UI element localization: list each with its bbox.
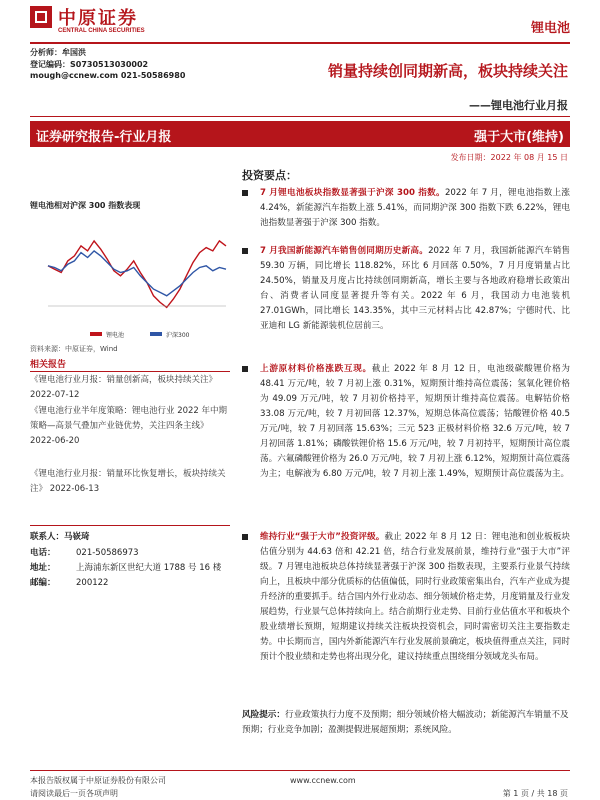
- logo-icon: [30, 6, 52, 28]
- logo-subtext: CENTRAL CHINA SECURITIES: [58, 28, 145, 34]
- key-point-text: 截止 2022 年 8 月 12 日：锂电池和创业板板块估值分别为 44.63 倍和 42.21 倍，结合行业发展前景，维持行业“强于大市”评级。7 月锂电池板块总体持续显著强于沪深 300 指数表现，主要系行业景气持续向上，且板块中部分优质标的估值偏低，同时行业政策密集出台，汽车产业成为提升经济的重要抓手。结合国内外行业动态、细分领域价格走势，月度销量及行业发展趋势，行业景气总体持续向上。结合前期行业走势、目前行业估值水平和板块个股业绩增长预期，短期建议持续关注板块投资机会，同时需密切关注主要指数走势。中长期而言，国内外新能源汽车行业发展前景确定，板块值得重点关注，同时预计个股业绩和走势也将出现分化，建议持续重点围绕细分领域龙头布局。: [260, 532, 571, 662]
- footer-copyright-line: 本报告版权属于中原证券股份有限公司: [30, 776, 166, 785]
- key-point-text: 2022 年 7 月，锂电池指数上涨 4.24%，新能源汽车指数上涨 5.41%，而同期沪深 300 指数下跌 6.22%，锂电池指数显著强于沪深 300 指数。: [260, 188, 570, 228]
- contact-phone: [30, 546, 139, 561]
- publish-date: 发布日期：2022 年 08 月 15 日: [450, 153, 568, 162]
- legend-label-1: 锂电池: [106, 332, 125, 339]
- report-title: 销量持续创同期新高，板块持续关注: [327, 62, 568, 80]
- contact-address-value: 上海浦东新区世纪大道 1788 号 16 楼: [76, 563, 222, 573]
- chart-series-line: [48, 241, 226, 308]
- contact-phone-value: 021-50586973: [76, 548, 139, 558]
- logo-text: 中原证券: [58, 8, 138, 29]
- title-divider: [30, 116, 570, 117]
- report-type: 证券研究报告-行业月报: [36, 130, 172, 145]
- key-point-lead: 7 月我国新能源汽车销售创同期历史新高。: [260, 246, 429, 256]
- chart-source: 资料来源：中原证券，Wind: [30, 345, 118, 353]
- key-point-lead: 7 月锂电池板块指数显著强于沪深 300 指数。: [260, 188, 445, 198]
- related-divider: [30, 371, 230, 372]
- footer-page-number: 第 1 页 / 共 18 页: [502, 789, 568, 798]
- key-points-heading: 投资要点：: [242, 169, 297, 182]
- contact-person-name: 马嵚琦: [64, 532, 90, 542]
- bullet-icon: [242, 248, 248, 254]
- footer-website[interactable]: www.ccnew.com: [290, 776, 356, 785]
- footer-disclaimer-line: 请阅读最后一页各项声明: [30, 789, 118, 798]
- footer-divider: [30, 770, 570, 771]
- contact-phone-label: 电话：: [30, 548, 56, 558]
- legend-swatch-2: [150, 332, 162, 336]
- report-subtitle: ——锂电池行业月报: [469, 99, 568, 112]
- key-point: [242, 362, 570, 482]
- key-point: [242, 244, 570, 334]
- contact-zip: [30, 576, 108, 591]
- legend-label-2: 沪深300: [166, 332, 190, 339]
- key-point-text: 截止 2022 年 8 月 12 日，电池级碳酸锂价格为 48.41 万元/吨，较 7 月初上涨 0.31%，短期预计维持高位震荡；氢氧化锂价格为 49.09 万元/吨，较 7 月初价格持平，短期预计维持高位震荡。电解钴价格 33.08 万元/吨，较 7 月初回落 12.37%，短期总体高位震荡；钴酸锂价格 40.5 万元/吨，较 7 月初回落 15.63%；三元 523 正极材料价格 32.6 万元/吨，较 7 月初回落 1.81%；磷酸铁锂价格 15.6 万元/吨，较 7 月初持平，短期预计高位震荡。六氟磷酸锂价格为 26.0 万元/吨，较 7 月初上涨 6.12%，短期预计高位震荡为主；电解液为 6.80 万元/吨，较 7 月初上涨 1.49%，短期预计高位震荡为主。: [260, 364, 570, 479]
- bullet-icon: [242, 366, 248, 372]
- risk-label: 风险提示：: [242, 710, 285, 720]
- related-report[interactable]: 《锂电池行业月报：销量环比恢复增长，板块持续关注》 2022-06-13: [30, 469, 226, 494]
- performance-chart: [30, 212, 230, 342]
- risk-text: 行业政策执行力度不及预期；细分领域价格大幅波动；新能源汽车销量不及预期；行业竞争加剧；盈测提假进展超预期；系统风险。: [242, 710, 569, 735]
- bullet-icon: [242, 190, 248, 196]
- footer-copyright: [30, 774, 166, 800]
- chart-series-line: [48, 251, 226, 296]
- header-divider: [30, 42, 570, 44]
- related-heading: 相关报告: [30, 360, 67, 370]
- key-point: [242, 530, 570, 665]
- related-report[interactable]: 《锂电池行业半年度策略：锂电池行业 2022 年中期策略—高景气叠加产业链优势，关注四条主线》 2022-06-20: [30, 406, 228, 446]
- contact-address: [30, 561, 240, 576]
- analyst-contact: mough@ccnew.com 021-50586980: [30, 71, 186, 80]
- key-point-lead: 维持行业“强于大市”投资评级。: [260, 532, 385, 542]
- contact-person-label: 联系人：: [30, 532, 65, 542]
- chart-title: 锂电池相对沪深 300 指数表现: [30, 201, 141, 210]
- contact-zip-value: 200122: [76, 578, 109, 588]
- legend-swatch-1: [90, 332, 102, 336]
- analyst: 分析师：牟国洪: [30, 48, 86, 57]
- contact-divider: [30, 525, 230, 526]
- bullet-icon: [242, 534, 248, 540]
- industry-topic: 锂电池: [530, 21, 570, 36]
- contact-person: [30, 530, 90, 545]
- contact-address-label: 地址：: [30, 563, 56, 573]
- key-point: [242, 186, 570, 231]
- rating: 强于大市(维持): [474, 130, 564, 145]
- related-report[interactable]: 《锂电池行业月报：销量创新高，板块持续关注》 2022-07-12: [30, 375, 218, 400]
- risk-warning: [242, 708, 570, 738]
- contact-zip-label: 邮编：: [30, 578, 56, 588]
- key-point-text: 2022 年 7 月，我国新能源汽车销售 59.30 万辆，同比增长 118.82%，环比 6 月回落 0.50%，7 月月度销量占比 24.50%，销量及月度占比持续创同期新高，增长主要与各地政府稳增长政策出台、消费者认同度显著提升等有关。2022 年 6 月，我国动力电池装机 27.01GWh，同比增长 143.35%，其中三元材料占比 42.87%；宁德时代、比亚迪和 LG 新能源装机位居前三。: [260, 246, 570, 331]
- registration-number: 登记编码：S0730513030002: [30, 60, 149, 69]
- key-point-lead: 上游原材料价格涨跌互现。: [260, 364, 372, 374]
